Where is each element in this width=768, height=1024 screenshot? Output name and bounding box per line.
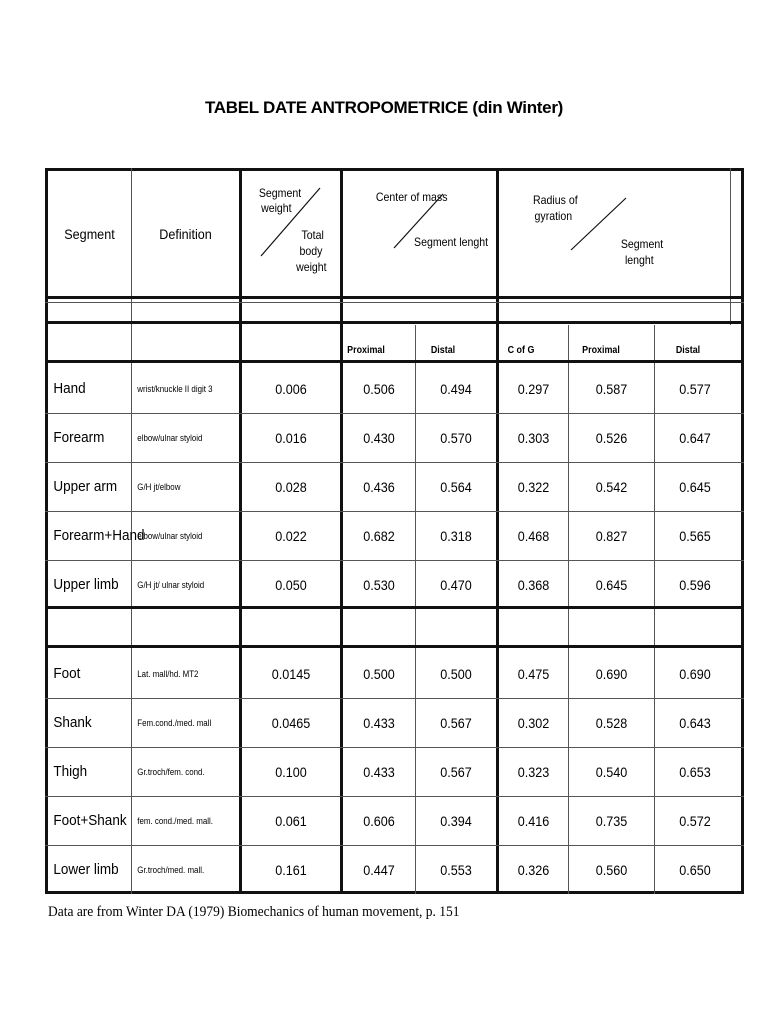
row-segment: Foot	[53, 665, 81, 682]
row-com-distal: 0.500	[440, 665, 472, 682]
row-com-distal: 0.564	[440, 478, 472, 495]
row-rog-proximal: 0.528	[595, 714, 628, 731]
row-weight: 0.006	[275, 380, 307, 397]
header-rog-bottom-line1: Segment	[620, 237, 664, 251]
row-rog-distal: 0.645	[679, 478, 711, 495]
row-rog-cofg: 0.322	[517, 478, 550, 495]
row-segment: Forearm	[53, 429, 105, 446]
header-com-bottom: Segment lenght	[414, 235, 489, 249]
section-rule-lower	[45, 645, 744, 648]
row-segment: Forearm+Hand	[53, 527, 145, 544]
row-com-proximal: 0.447	[363, 861, 395, 878]
source-footnote: Data are from Winter DA (1979) Biomechanics of human movement, p. 151	[48, 904, 460, 920]
header-weight-bottom-line3: weight	[296, 260, 327, 274]
row-segment: Upper arm	[53, 478, 118, 495]
col-divider-weight	[239, 168, 242, 894]
row-weight: 0.016	[275, 429, 307, 446]
subheader-com-distal: Distal	[430, 344, 456, 356]
row-com-proximal: 0.530	[363, 576, 395, 593]
row-rog-cofg: 0.368	[517, 576, 550, 593]
col-divider-rog	[496, 168, 499, 894]
row-com-proximal: 0.436	[363, 478, 395, 495]
row-com-distal: 0.470	[440, 576, 472, 593]
row-rog-distal: 0.565	[679, 527, 711, 544]
row-com-proximal: 0.506	[363, 380, 395, 397]
row-rog-distal: 0.643	[679, 714, 711, 731]
col-divider-rog-proximal	[568, 325, 569, 894]
row-com-proximal: 0.433	[363, 763, 395, 780]
row-com-distal: 0.567	[440, 714, 472, 731]
row-rog-distal: 0.650	[679, 861, 711, 878]
row-com-proximal: 0.500	[363, 665, 395, 682]
row-weight: 0.022	[275, 527, 307, 544]
row-rog-proximal: 0.542	[595, 478, 628, 495]
header-rog-top-line2: gyration	[534, 209, 573, 223]
page-title: TABEL DATE ANTROPOMETRICE (din Winter)	[204, 98, 564, 117]
col-divider-com-distal	[415, 325, 416, 894]
row-rog-distal: 0.577	[679, 380, 711, 397]
row-rog-cofg: 0.475	[517, 665, 550, 682]
row-com-distal: 0.318	[440, 527, 472, 544]
header-weight-top-line1: Segment	[258, 186, 302, 200]
row-segment: Shank	[53, 714, 92, 731]
row-com-distal: 0.570	[440, 429, 472, 446]
row-definition: elbow/ulnar styloid	[137, 432, 203, 443]
row-rog-cofg: 0.416	[517, 812, 550, 829]
row-rog-proximal: 0.735	[595, 812, 628, 829]
row-rog-distal: 0.596	[679, 576, 711, 593]
subheader-rog-cofg: C of G	[507, 344, 535, 356]
header-rog-diagonal	[570, 196, 628, 252]
row-segment: Hand	[53, 380, 86, 397]
row-weight: 0.100	[275, 763, 307, 780]
row-com-distal: 0.553	[440, 861, 472, 878]
row-segment: Lower limb	[53, 861, 119, 878]
row-definition: Gr.troch/med. mall.	[137, 864, 205, 875]
col-divider-rog-distal	[654, 325, 655, 894]
row-rog-proximal: 0.526	[595, 429, 628, 446]
header-segment: Segment	[64, 225, 115, 242]
row-rog-cofg: 0.302	[517, 714, 550, 731]
header-rog-top-line1: Radius of	[533, 193, 578, 207]
spacer-rule	[45, 321, 744, 324]
subheader-rule	[45, 360, 744, 363]
subheader-rog-proximal: Proximal	[582, 344, 620, 356]
subheader-com-proximal: Proximal	[347, 344, 385, 356]
row-definition: Fem.cond./med. mall	[137, 717, 212, 728]
row-com-proximal: 0.682	[363, 527, 395, 544]
row-rog-distal: 0.572	[679, 812, 711, 829]
row-definition: fem. cond./med. mall.	[137, 815, 214, 826]
row-rog-cofg: 0.323	[517, 763, 550, 780]
row-rog-cofg: 0.303	[517, 429, 550, 446]
row-com-proximal: 0.433	[363, 714, 395, 731]
row-com-proximal: 0.606	[363, 812, 395, 829]
row-definition: G/H jt/ ulnar styloid	[137, 579, 205, 590]
row-rog-proximal: 0.560	[595, 861, 628, 878]
row-segment: Foot+Shank	[53, 812, 127, 829]
row-weight: 0.0145	[271, 665, 311, 682]
header-com-top: Center of mass	[375, 190, 448, 204]
row-rog-distal: 0.653	[679, 763, 711, 780]
row-segment: Thigh	[53, 763, 88, 780]
spacer-thin-rule	[45, 302, 744, 303]
row-com-proximal: 0.430	[363, 429, 395, 446]
row-rog-cofg: 0.326	[517, 861, 550, 878]
subheader-rog-distal: Distal	[675, 344, 701, 356]
row-com-distal: 0.494	[440, 380, 472, 397]
row-definition: Lat. mall/hd. MT2	[137, 668, 199, 679]
row-weight: 0.061	[275, 812, 307, 829]
col-divider-com	[340, 168, 343, 894]
row-weight: 0.050	[275, 576, 307, 593]
row-rog-distal: 0.690	[679, 665, 711, 682]
row-segment: Upper limb	[53, 576, 119, 593]
row-definition: Gr.troch/fem. cond.	[137, 766, 205, 777]
header-weight-bottom-line2: body	[299, 244, 323, 258]
row-rog-proximal: 0.827	[595, 527, 628, 544]
row-rog-proximal: 0.690	[595, 665, 628, 682]
header-weight-top-line2: weight	[261, 201, 292, 215]
header-definition: Definition	[159, 225, 212, 242]
row-definition: G/H jt/elbow	[137, 481, 181, 492]
row-weight: 0.028	[275, 478, 307, 495]
row-rog-proximal: 0.540	[595, 763, 628, 780]
row-rog-distal: 0.647	[679, 429, 711, 446]
row-definition: elbow/ulnar styloid	[137, 530, 203, 541]
row-rog-proximal: 0.587	[595, 380, 628, 397]
header-weight-bottom-line1: Total	[301, 228, 324, 242]
row-com-distal: 0.567	[440, 763, 472, 780]
row-definition: wrist/knuckle II digit 3	[137, 383, 213, 394]
row-rog-cofg: 0.297	[517, 380, 550, 397]
row-rog-cofg: 0.468	[517, 527, 550, 544]
row-com-distal: 0.394	[440, 812, 472, 829]
row-weight: 0.161	[275, 861, 307, 878]
header-rule	[45, 296, 744, 299]
row-weight: 0.0465	[271, 714, 311, 731]
header-rog-bottom-line2: lenght	[624, 253, 654, 267]
row-rog-proximal: 0.645	[595, 576, 628, 593]
